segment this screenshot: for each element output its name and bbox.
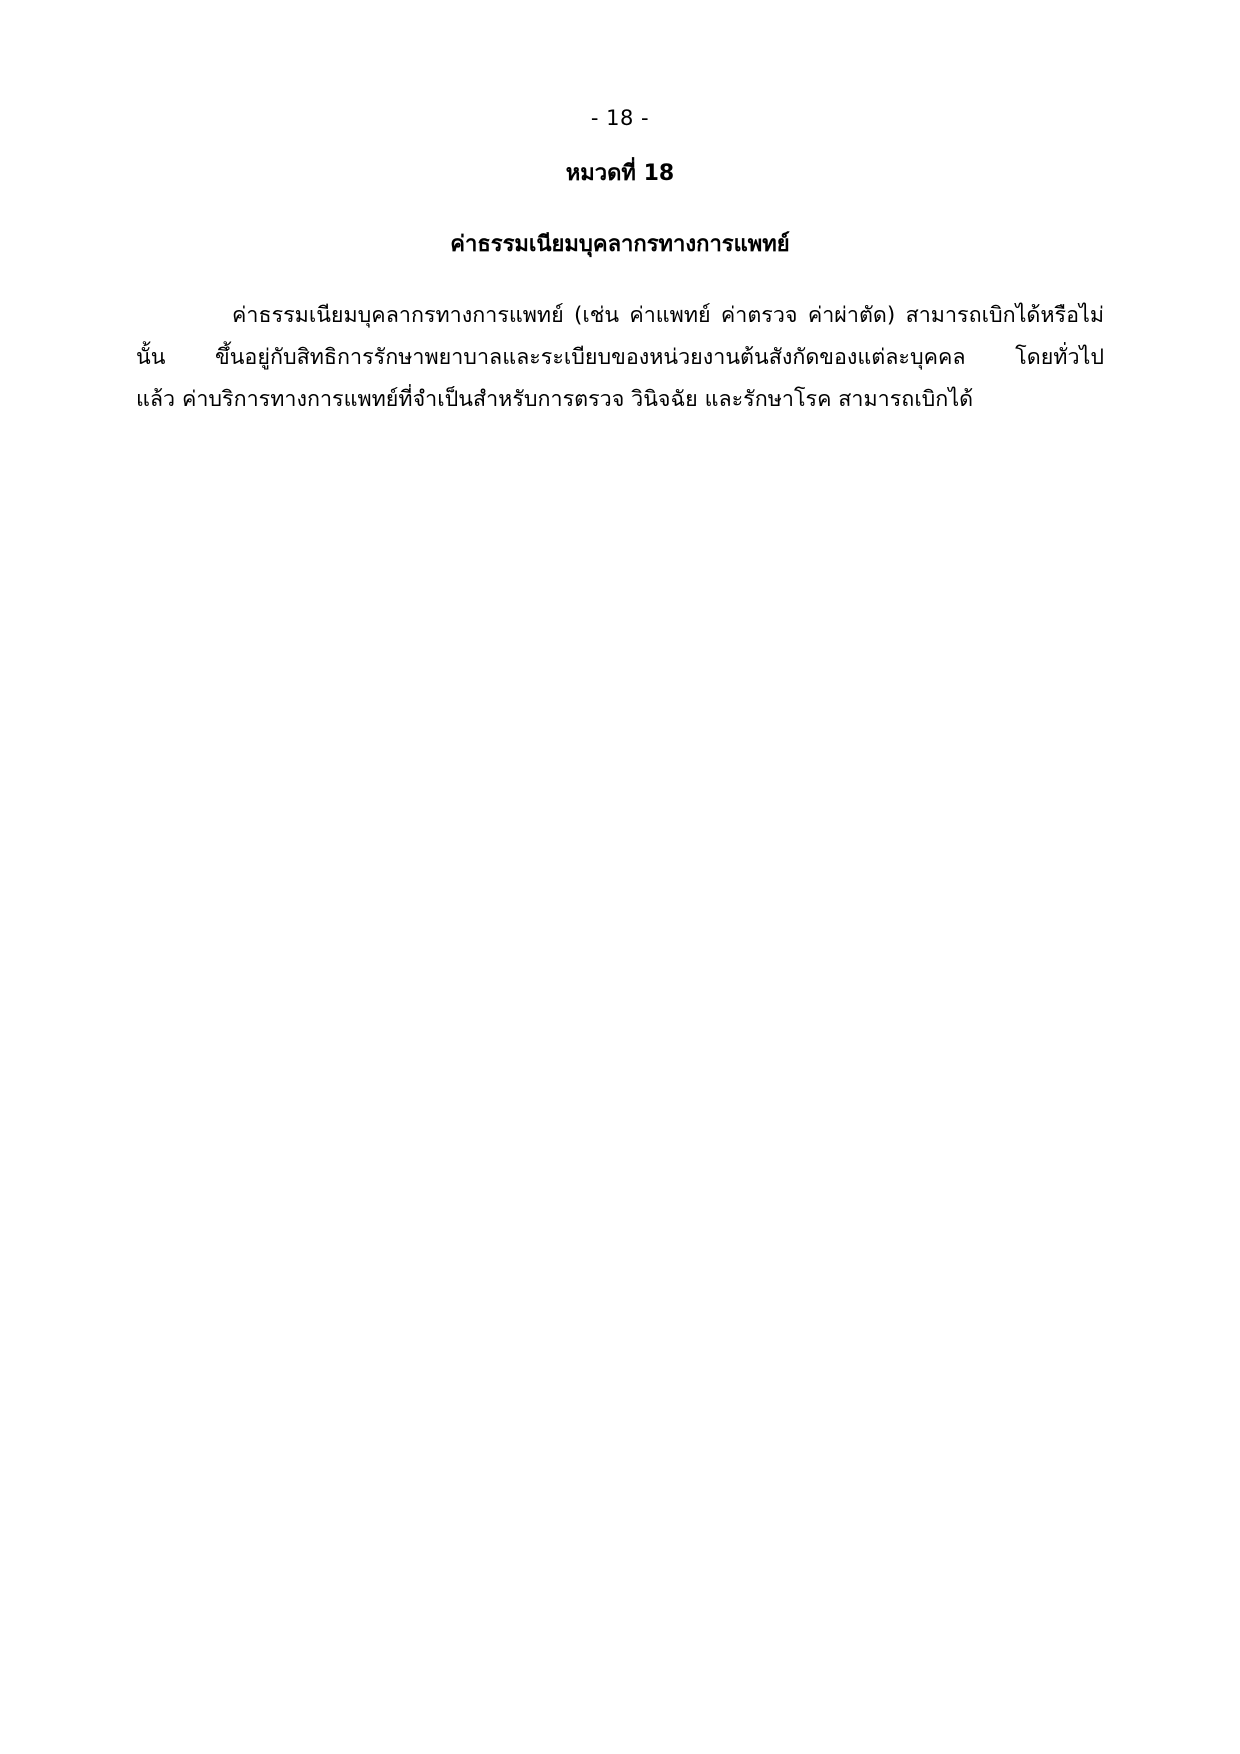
page-number-marker: - 18 - <box>590 106 650 130</box>
paragraph-line: นั้น ขึ้นอยู่กับสิทธิการรักษาพยาบาลและระเบียบของหน่วยงานต้นสังกัดของแต่ละบุคคล โดยทั่วไป <box>136 345 1104 371</box>
paragraph-line: แล้ว ค่าบริการทางการแพทย์ที่จำเป็นสำหรับการตรวจ วินิจฉัย และรักษาโรค สามารถเบิกได้ <box>136 387 974 413</box>
body-paragraph <box>136 295 1104 421</box>
page-title: ค่าธรรมเนียมบุคลากรทางการแพทย์ <box>450 232 790 258</box>
paragraph-line: ค่าธรรมเนียมบุคลากรทางการแพทย์ (เช่น ค่าแพทย์ ค่าตรวจ ค่าผ่าตัด) สามารถเบิกได้หรือไม่ <box>232 303 1104 329</box>
page-content <box>136 104 1104 421</box>
section-heading: หมวดที่ 18 <box>565 161 675 187</box>
